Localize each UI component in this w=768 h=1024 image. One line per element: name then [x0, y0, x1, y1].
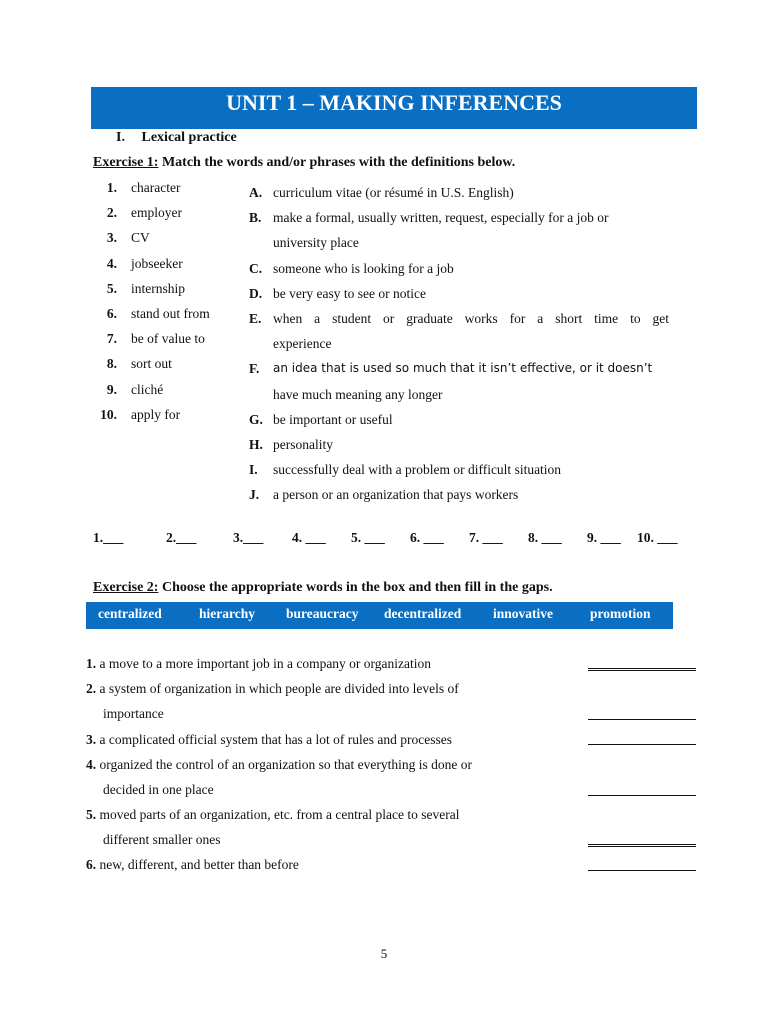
- question-continuation: [103, 706, 573, 722]
- exercise2-label: Exercise 2:: [93, 580, 159, 595]
- definition-text: experience: [273, 336, 332, 352]
- answer-slot[interactable]: 5. ___: [351, 530, 385, 545]
- section-heading: [116, 130, 237, 146]
- definition-letter: H.: [249, 437, 263, 453]
- definition-continuation: [249, 382, 669, 407]
- definition-item: [249, 482, 669, 507]
- word-number: 2.: [106, 205, 117, 221]
- question-number: 1.: [86, 656, 97, 671]
- definition-text: when a student or graduate works for a short time to get: [273, 311, 669, 327]
- question-continuation: [103, 832, 573, 848]
- question-text: importance: [103, 706, 164, 721]
- box-word: hierarchy: [199, 606, 255, 621]
- exercise2-instruction: Choose the appropriate words in the box and then fill in the gaps.: [158, 580, 553, 595]
- question-text: different smaller ones: [103, 832, 221, 847]
- definition-item: [249, 432, 669, 457]
- answer-slot[interactable]: 4. ___: [292, 530, 326, 545]
- answer-blank[interactable]: [588, 668, 696, 671]
- answer-slot[interactable]: 9. ___: [587, 530, 621, 545]
- word-text: cliché: [131, 381, 164, 397]
- definition-letter: E.: [249, 311, 262, 327]
- section-label: Lexical practice: [141, 130, 237, 145]
- word-text: character: [131, 180, 181, 195]
- unit-title: UNIT 1 – MAKING INFERENCES: [226, 90, 562, 115]
- definition-letter: B.: [249, 210, 262, 226]
- definition-text: personality: [273, 437, 333, 453]
- definition-item: [249, 205, 669, 230]
- question-text: a complicated official system that has a lot of rules and processes: [99, 732, 453, 747]
- definition-continuation: [249, 230, 669, 255]
- definition-letter: C.: [249, 260, 263, 276]
- definition-item: [249, 180, 669, 205]
- word-text: internship: [131, 280, 185, 296]
- question-text: moved parts of an organization, etc. from a central place to several: [99, 807, 460, 822]
- question-number: 3.: [86, 732, 97, 747]
- definition-text: successfully deal with a problem or difficult situation: [273, 462, 562, 478]
- definition-text: a person or an organization that pays workers: [273, 487, 519, 503]
- question-number: 2.: [86, 681, 97, 696]
- word-number: 5.: [106, 280, 117, 296]
- answer-slot[interactable]: 7. ___: [469, 530, 503, 545]
- definition-text: be important or useful: [273, 411, 393, 427]
- definition-letter: F.: [249, 361, 260, 377]
- definition-letter: A.: [249, 185, 263, 200]
- word-number: 1.: [106, 180, 117, 195]
- definition-item: [249, 457, 669, 482]
- box-word: promotion: [590, 606, 651, 621]
- answer-slot[interactable]: 6. ___: [410, 530, 444, 545]
- definition-letter: G.: [249, 411, 263, 427]
- word-number: 3.: [106, 230, 117, 246]
- question-number: 5.: [86, 807, 97, 822]
- question-number: 4.: [86, 757, 97, 772]
- word-text: jobseeker: [131, 255, 183, 271]
- answer-blank[interactable]: [588, 744, 696, 745]
- exercise1-instruction: Match the words and/or phrases with the definitions below.: [158, 155, 516, 170]
- definition-text: be very easy to see or notice: [273, 285, 426, 301]
- word-number: 4.: [106, 255, 117, 271]
- answer-slot[interactable]: 1.___: [93, 530, 124, 545]
- question-text: organized the control of an organization so that everything is done or: [99, 757, 473, 772]
- definition-letter: I.: [249, 462, 258, 478]
- definition-text: curriculum vitae (or résumé in U.S. English): [273, 185, 514, 200]
- word-number: 8.: [106, 356, 117, 372]
- definition-continuation: [249, 331, 669, 356]
- question-number: 6.: [86, 857, 97, 872]
- word-text: be of value to: [131, 331, 205, 347]
- definition-list: [249, 180, 669, 508]
- word-text: stand out from: [131, 306, 210, 321]
- word-number: 7.: [106, 331, 117, 347]
- definition-text: have much meaning any longer: [273, 386, 443, 402]
- question-item: [86, 807, 556, 823]
- question-text: decided in one place: [103, 782, 214, 797]
- question-text: a system of organization in which people are divided into levels of: [99, 681, 459, 696]
- box-word: bureaucracy: [286, 606, 359, 621]
- word-number: 10.: [100, 406, 117, 422]
- word-text: apply for: [131, 406, 181, 422]
- question-text: new, different, and better than before: [99, 857, 299, 872]
- definition-item: [249, 281, 669, 306]
- answer-blank[interactable]: [588, 719, 696, 720]
- question-item: [86, 757, 556, 773]
- box-word: centralized: [98, 606, 162, 621]
- exercise1-heading: [93, 155, 515, 171]
- word-number: 9.: [106, 381, 117, 397]
- word-text: CV: [131, 230, 150, 246]
- definition-text: university place: [273, 235, 359, 251]
- answer-slot[interactable]: 8. ___: [528, 530, 562, 545]
- question-item: [86, 857, 556, 873]
- unit-title-banner: [91, 87, 697, 129]
- question-item: [86, 681, 556, 697]
- page-number: 5: [380, 946, 388, 961]
- word-box: [86, 602, 673, 629]
- section-numeral: I.: [116, 130, 125, 145]
- definition-item: [249, 306, 669, 331]
- definition-item: [249, 356, 669, 381]
- definition-text: an idea that is used so much that it isn’t effective, or it doesn’t: [273, 361, 653, 376]
- definition-item: [249, 407, 669, 432]
- definition-text: make a formal, usually written, request, especially for a job or: [273, 210, 609, 226]
- answer-blank[interactable]: [588, 870, 696, 871]
- definition-item: [249, 256, 669, 281]
- question-continuation: [103, 782, 573, 798]
- word-text: employer: [131, 205, 182, 221]
- box-word: innovative: [493, 606, 554, 621]
- answer-blank[interactable]: [588, 795, 696, 796]
- answer-slot[interactable]: 10. ___: [637, 530, 678, 545]
- definition-letter: D.: [249, 285, 263, 301]
- answer-slot[interactable]: 3.___: [233, 530, 264, 545]
- definition-text: someone who is looking for a job: [273, 260, 454, 276]
- definition-letter: J.: [249, 487, 260, 503]
- question-text: a move to a more important job in a company or organization: [99, 656, 432, 671]
- exercise2-heading: [93, 580, 553, 596]
- answer-slot[interactable]: 2.___: [166, 530, 197, 545]
- answer-blank[interactable]: [588, 844, 696, 847]
- exercise1-label: Exercise 1:: [93, 155, 159, 170]
- question-item: [86, 656, 556, 672]
- question-item: [86, 732, 556, 748]
- word-number: 6.: [106, 306, 117, 321]
- box-word: decentralized: [384, 606, 462, 621]
- word-text: sort out: [131, 356, 172, 372]
